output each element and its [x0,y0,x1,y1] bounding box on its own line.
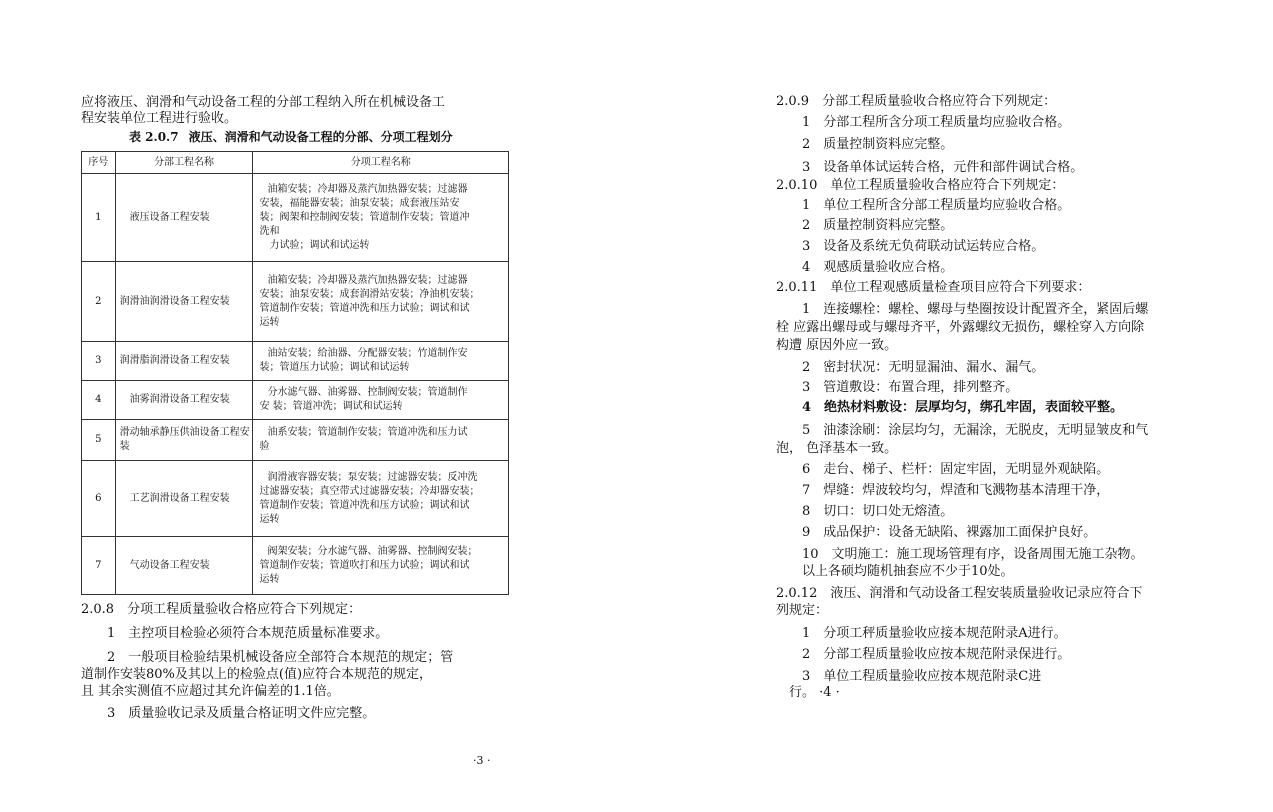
row-item-line: 润滑液容器安装；泵安装；过滤器安装；反冲洗 [267,471,478,483]
right-text-line: 3 单位工程质量验收应按本规范附录C进 [776,669,1042,684]
right-text-line: 6 走台、梯子、栏杆：固定牢固，无明显外观缺陷。 [776,462,1110,477]
right-text-line: 10 文明施工：施工现场管理有序，设备周围无施工杂物。 [776,547,1144,562]
row-items [253,342,509,381]
row-item-line: 运转 [259,316,280,328]
division-table [81,151,509,595]
row-no: 4 [82,381,116,420]
right-text-line: 列规定： [776,603,829,618]
row-division: 滑动轴承静压供油设备工程安装 [115,420,253,461]
row-division: 工艺润滑设备工程安装 [115,461,253,537]
row-item-line: 运转 [259,573,280,585]
table-row [82,420,509,461]
row-no: 3 [82,342,116,381]
right-text-line: 2.0.11 单位工程观感质量检查项目应符合下列要求： [776,280,1091,295]
header-no: 序号 [82,152,116,174]
table-row [82,537,509,595]
clause-2-0-8-line-6: 3 质量验收记录及质量合格证明文件应完整。 [81,706,376,721]
row-item-line: 安 装；管道冲洗；调试和试运转 [259,401,403,412]
right-text-line: 1 分部工程所含分项工程质量均应验收合格。 [776,115,1071,130]
clause-2-0-8-line-5: 且 其余实测值不应超过其允许偏差的1.1倍。 [81,684,340,699]
right-text-line: 7 焊缝：焊波较均匀，焊渣和飞溅物基本清理干净， [776,483,1110,498]
table-caption [129,128,453,145]
table-row [82,262,509,342]
table-row [82,381,509,420]
intro-line-1: 应将液压、润滑和气动设备工程的分部工程纳入所在机械设备工 [81,95,446,110]
table-caption-number: 表 2.0.7 [129,130,179,144]
clause-2-0-8-line-3: 2 一般项目检验结果机械设备应全部符合本规范的规定；管 [81,650,454,665]
row-item-line: 油箱安装；冷却器及蒸汽加热器安装；过滤器 [267,183,468,195]
right-text-line: 2.0.9 分部工程质量验收合格应符合下列规定： [776,94,1057,109]
row-item-line: 分水滤气器、油雾器、控制阀安装；管道制作 [267,387,468,398]
table-header-row [82,152,509,174]
right-text-line: 2.0.10 单位工程质量验收合格应符合下列规定： [776,178,1065,193]
row-item-line: 过滤器安装；真空带式过滤器安装；冷却器安装； [259,485,480,497]
right-text-line: 2 质量控制资料应完整。 [776,218,954,233]
row-item-line: 油系安装；管道制作安装；管道冲洗和压力试 [267,427,468,438]
right-text-line: 3 管道敷设：布置合理，排列整齐。 [776,380,1019,395]
table-row [82,342,509,381]
row-no: 5 [82,420,116,461]
row-item-line: 管道制作安装；管道冲洗和压力试验；调试和试 [259,302,470,314]
right-text-line: 以上各硕均随机抽套应不少于10处。 [776,564,1014,579]
right-text-line: 9 成品保护：设备无缺陷、裸露加工面保护良好。 [776,525,1097,540]
row-item-line: 装；阀架和控制阀安装；管道制作安装；管道冲 [259,211,470,223]
right-text-line: 8 切口：切口处无熔渣。 [776,504,954,519]
row-items [253,381,509,420]
table-caption-title: 液压、润滑和气动设备工程的分部、分项工程划分 [188,130,453,144]
right-text-line: 4 观感质量验收应合格。 [776,260,954,275]
row-items [253,461,509,537]
table-row [82,461,509,537]
right-text-line: 5 油漆涂刷：涂层均匀，无漏涂，无脱皮，无明显皱皮和气 [776,423,1149,438]
table-row [82,174,509,262]
row-item-line: 管道制作安装；管道冲洗和压方试验；调试和试 [259,499,470,511]
row-division: 液压设备工程安装 [115,174,253,262]
right-text-line: 2 分部工程质量验收应按本规范附录保进行。 [776,647,1071,662]
row-no: 7 [82,537,116,595]
row-item-line: 洗和 [259,225,280,237]
right-text-line: 2.0.12 液压、润滑和气动设备工程安装质量验收记录应符合下 [776,586,1143,601]
header-division: 分部工程名称 [115,152,253,174]
right-text-line: 构遭 原因外应一致。 [776,338,898,353]
right-text-line: 2 密封状况：无明显漏油、漏水、漏气。 [776,360,1045,375]
row-items [253,420,509,461]
row-item-line: 验 [259,441,270,452]
row-no: 1 [82,174,116,262]
row-item-line: 安装，福能器安装；油泵安装；成套液压站安 [259,197,460,209]
right-text-line: 3 设备单体试运转合格，元件和部件调试合格。 [776,160,1084,175]
row-item-line: 运转 [259,513,280,525]
right-text-line: 栓 应露出螺母或与螺母齐平，外露螺纹无损伤，螺栓穿入方向除 [776,320,1145,335]
row-item-line: 管道制作安装；管道吹打和压力试验；调试和试 [259,559,470,571]
right-text-line: 行。 ·4 · [776,685,840,700]
row-items [253,174,509,262]
row-item-line: 装；管道压力试验；调试和试运转 [259,362,410,373]
right-text-line: 1 连接螺栓：螺栓、螺母与垫圈按设计配置齐全，紧固后螺 [776,302,1149,317]
row-no: 2 [82,262,116,342]
row-division: 润滑脂润滑设备工程安装 [115,342,253,381]
right-text-line: 4 绝热材料敷设：层厚均匀，绑孔牢固，表面较平整。 [776,400,1124,415]
right-text-line: 2 质量控制资料应完整。 [776,137,954,152]
row-item-line: 力试验；调试和试运转 [269,239,370,251]
right-text-line: 1 分项工秤质量验收应接本规范附录A进行。 [776,626,1067,641]
row-item-line: 阀架安装；分水滤气器、油雾器、控制阀安装； [267,545,478,557]
row-item-line: 安装；油泵安装；成套润滑站安装；净油机安装； [259,288,480,300]
row-item-line: 油站安装；给油器、分配器安装；竹道制作安 [267,348,468,359]
row-items [253,537,509,595]
intro-line-2: 程安装单位工程进行验收。 [81,111,238,126]
clause-2-0-8-line-4: 道制作安装80%及其以上的检验点(值)应符合本规范的规定， [81,667,433,682]
page-number-left: ·3 · [473,754,491,767]
row-division: 润滑油润滑设备工程安装 [115,262,253,342]
row-no: 6 [82,461,116,537]
right-text-line: 3 设备及系统无负荷联动试运转应合格。 [776,239,1045,254]
header-items: 分项工程名称 [253,152,509,174]
row-items [253,262,509,342]
row-division: 油雾润滑设备工程安装 [115,381,253,420]
clause-2-0-8-line-2: 1 主控项目检验必须符合本规范质量标准要求。 [81,626,389,641]
right-text-line: 泡， 色泽基本一致。 [776,441,898,456]
right-text-line: 1 单位工程所含分部工程质量均应验收合格。 [776,198,1071,213]
clause-2-0-8-line-1: 2.0.8 分项工程质量验收合格应符合下列规定： [81,602,362,617]
row-item-line: 油箱安装；冷却器及蒸汽加热器安装；过滤器 [267,274,468,286]
row-division: 气动设备工程安装 [115,537,253,595]
